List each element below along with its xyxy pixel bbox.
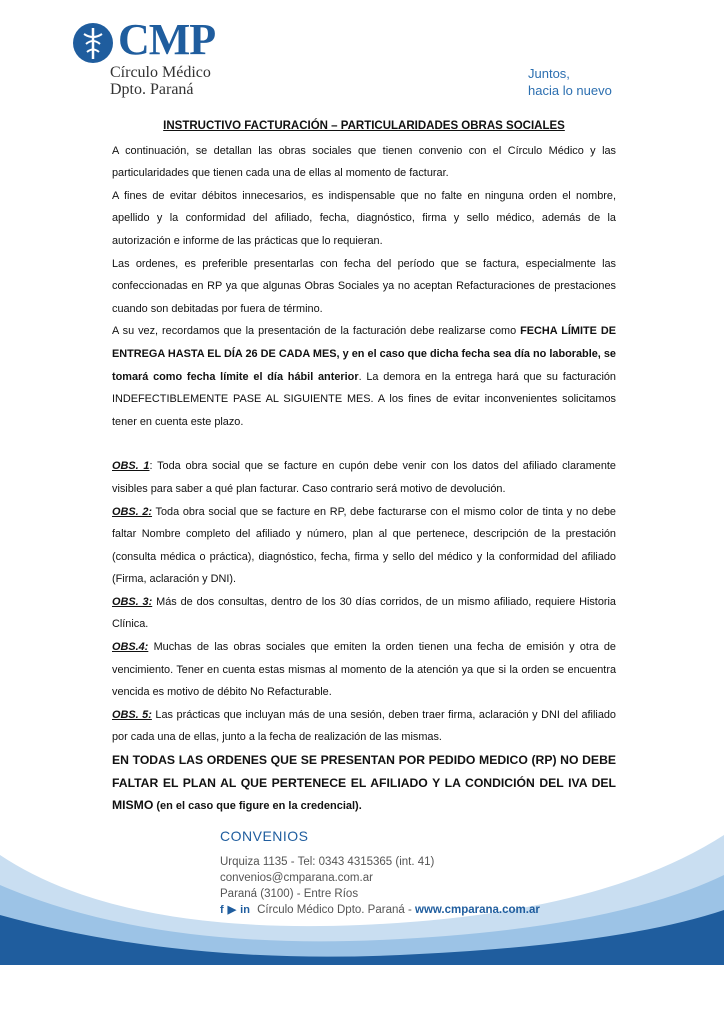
footer-email[interactable]: convenios@cmparana.com.ar xyxy=(220,872,373,884)
obs-label: OBS. 2: xyxy=(112,505,153,518)
deadline-bold: FECHA LÍMITE DE ENTREGA HASTA EL DÍA 26 DE CADA MES, y en el caso que dicha fecha sea día no laborable, se tomará como fecha límite el día hábil anterior xyxy=(112,325,616,383)
obs-label: OBS. 5: xyxy=(112,708,152,721)
deadline-intro: A su vez, recordamos que la presentación de la facturación debe realizarse como xyxy=(112,325,521,338)
spacer xyxy=(112,433,616,455)
logo-subtitle-line-1: Círculo Médico xyxy=(110,64,211,81)
obs-item xyxy=(112,501,616,591)
motto-line-2: hacia lo nuevo xyxy=(528,83,612,98)
footer-address: Urquiza 1135 - Tel: 0343 4315365 (int. 41) xyxy=(220,856,435,868)
caduceus-logo-icon xyxy=(72,22,114,64)
logo-subtitle xyxy=(110,64,211,98)
paragraph-intro: A continuación, se detallan las obras sociales que tienen convenio con el Círculo Médico y las particularidades que tienen cada una de ellas al momento de facturar. xyxy=(112,144,616,180)
obs-text: : Toda obra social que se facture en cupón debe venir con los datos del afiliado claramente visibles para saber a qué plan facturar. Caso contrario será motivo de devolución. xyxy=(112,460,616,495)
footer-contact xyxy=(220,828,540,918)
final-notice-note: (en el caso que figure en la credencial). xyxy=(153,800,362,813)
paragraph-requirements: A fines de evitar débitos innecesarios, es indispensable que no falte en ninguna orden el nombre, apellido y la conformidad del afiliado, fecha, diagnóstico, firma y sello médico, además de la autorización e informe de las prácticas que lo requieran. xyxy=(112,189,616,247)
obs-item xyxy=(112,591,616,636)
footer-city: Paraná (3100) - Entre Ríos xyxy=(220,888,359,900)
obs-text: Las prácticas que incluyan más de una sesión, deben traer firma, aclaración y DNI del afiliado por cada una de ellas, junto a la fecha de realización de las mismas. xyxy=(112,708,616,744)
motto-line-1: Juntos, xyxy=(528,66,570,81)
obs-text: Muchas de las obras sociales que emiten la orden tienen una fecha de emisión y otra de vencimiento. Tener en cuenta estas mismas al momento de la atención ya que si la orden se encuentra vencida es motivo de débito No Refacturable. xyxy=(112,641,616,699)
logo-subtitle-line-2: Dpto. Paraná xyxy=(110,81,194,98)
footer-title: CONVENIOS xyxy=(220,828,309,844)
obs-label: OBS. 3: xyxy=(112,595,153,608)
logo-wordmark: CMP xyxy=(118,15,216,64)
letterhead xyxy=(70,15,670,100)
final-notice xyxy=(112,749,616,818)
document-body xyxy=(112,115,616,818)
document-title: INSTRUCTIVO FACTURACIÓN – PARTICULARIDADES OBRAS SOCIALES xyxy=(163,120,565,132)
footer-website-link[interactable]: www.cmparana.com.ar xyxy=(415,904,540,916)
obs-text: Toda obra social que se facture en RP, debe facturarse con el mismo color de tinta y no debe faltar Nombre completo del afiliado y número, plan al que pertenece, descripción de la prestación (consulta médica o práctica), diagnóstico, fecha, firma y sello del médico y la conformidad del afiliado (Firma, aclaración y DNI). xyxy=(112,505,616,586)
paragraph-dates: Las ordenes, es preferible presentarlas con fecha del período que se factura, especialmente las confeccionadas en RP ya que algunas Obras Sociales ya no aceptan Refacturaciones de prestaciones cuando son debitadas por fuera de término. xyxy=(112,257,616,315)
obs-item xyxy=(112,636,616,704)
motto xyxy=(528,65,612,99)
final-notice-main: EN TODAS LAS ORDENES QUE SE PRESENTAN POR PEDIDO MEDICO (RP) NO DEBE FALTAR EL PLAN AL QUE PERTENECE EL AFILIADO Y LA CONDICIÓN DEL IVA DEL MISMO xyxy=(112,753,616,813)
deadline-rest: . La demora en la entrega hará que su facturación INDEFECTIBLEMENTE PASE AL SIGUIENTE MES. A los fines de evitar inconvenientes solicitamos tener en cuenta este plazo. xyxy=(112,370,616,428)
paragraph-deadline xyxy=(112,320,616,433)
obs-item xyxy=(112,455,616,500)
linkedin-icon[interactable]: in xyxy=(240,904,250,916)
obs-text: Más de dos consultas, dentro de los 30 días corridos, de un mismo afiliado, requiere Historia Clínica. xyxy=(112,595,616,631)
footer-social xyxy=(220,902,540,918)
facebook-icon[interactable]: f xyxy=(220,904,224,916)
obs-label: OBS. 1 xyxy=(112,460,150,473)
footer-org: Círculo Médico Dpto. Paraná - xyxy=(253,904,415,916)
obs-label: OBS.4: xyxy=(112,641,149,654)
youtube-icon[interactable]: ▶ xyxy=(227,904,237,916)
obs-item xyxy=(112,704,616,749)
